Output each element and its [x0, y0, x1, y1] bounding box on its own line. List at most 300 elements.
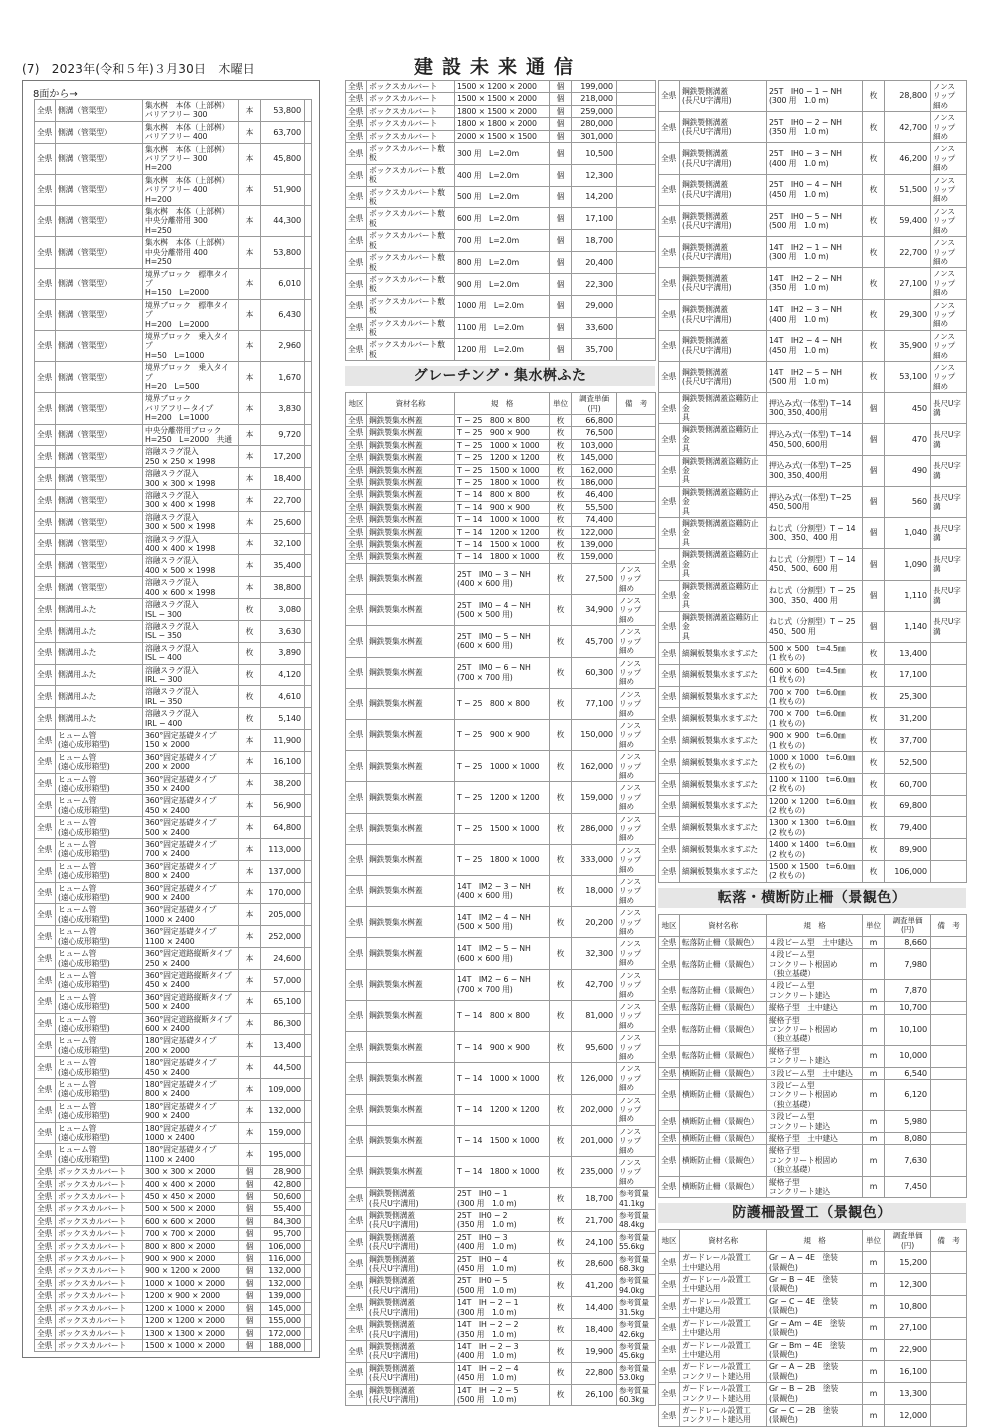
cell-unit: 枚: [863, 817, 885, 839]
cell-price: 199,000: [572, 81, 617, 93]
cell-material: 横断防止柵（景観色）: [680, 1176, 767, 1198]
cell-area: 全県: [35, 393, 56, 424]
cell-note: [305, 817, 312, 839]
cell-area: 全県: [346, 81, 367, 93]
table-row: [35, 330, 312, 361]
cell-unit: 枚: [550, 501, 572, 513]
table-row: [659, 773, 967, 795]
cell-material: ボックスカルバート敷板: [367, 230, 455, 252]
cell-spec: 180°固定基礎タイプ 200 × 2000: [143, 1035, 239, 1057]
cell-price: 24,100: [572, 1231, 617, 1253]
cell-note: [305, 1253, 312, 1265]
cell-unit: 本: [239, 1057, 261, 1079]
cell-unit: 枚: [550, 1253, 572, 1275]
cell-spec: 溶融スラグ混入 300 × 400 × 1998: [143, 490, 239, 512]
cell-material: 縞鋼板製集水ますぶた: [680, 686, 767, 708]
cell-unit: 枚: [550, 1157, 572, 1188]
cell-material: ガードレール設置工 土中建込用: [680, 1339, 767, 1361]
cell-area: 全県: [35, 1203, 56, 1215]
cell-area: 全県: [659, 486, 680, 517]
cell-note: ノンス リップ 細め: [617, 657, 656, 688]
table-row: [35, 686, 312, 708]
cell-unit: 本: [239, 237, 261, 268]
cell-spec: 溶融スラグ混入 400 × 400 × 1998: [143, 533, 239, 555]
table-row: [35, 143, 312, 174]
cell-price: 22,900: [885, 1339, 931, 1361]
cell-area: 全県: [35, 751, 56, 773]
cell-area: 全県: [659, 1383, 680, 1405]
cell-note: ノンス リップ 細め: [617, 782, 656, 813]
table-row: [35, 174, 312, 205]
cell-spec: 14T IM2 − 4 − NH (500 × 500 用): [455, 907, 550, 938]
cell-area: 全県: [346, 813, 367, 844]
cell-spec: 1500 × 1500 × 2000: [455, 93, 550, 105]
cell-unit: 本: [239, 773, 261, 795]
cell-area: 全県: [659, 1361, 680, 1383]
cell-area: 全県: [659, 393, 680, 424]
table-row: [346, 626, 656, 657]
cell-spec: 縦格子型 コンクリート建込: [767, 1176, 863, 1198]
cell-area: 全県: [35, 1191, 56, 1203]
cell-price: 35,900: [885, 330, 931, 361]
cell-price: 31,200: [885, 708, 931, 730]
table-row: [35, 1122, 312, 1144]
table-row: [659, 112, 967, 143]
cell-spec: 縦格子型 コンクリート根固め （独立基礎）: [767, 1145, 863, 1176]
cell-material: 縞鋼板製集水ますぶた: [680, 839, 767, 861]
cell-material: 鋼鉄製側溝蓋 (長尺U字溝用): [680, 330, 767, 361]
table-row: [659, 143, 967, 174]
cell-price: 77,100: [572, 688, 617, 719]
cell-spec: 300 用 L=2.0m: [455, 143, 550, 165]
table-row: [659, 1145, 967, 1176]
cell-area: 全県: [659, 730, 680, 752]
cell-material: ボックスカルバート: [56, 1166, 143, 1178]
table-row: [35, 121, 312, 143]
cell-material: 転落防止柵（景観色）: [680, 949, 767, 980]
cell-note: ノンス リップ 細め: [931, 205, 967, 236]
column-1: [22, 80, 320, 1358]
cell-note: [305, 577, 312, 599]
cell-price: 59,400: [885, 205, 931, 236]
cell-price: 132,000: [261, 1277, 305, 1289]
cell-area: 全県: [659, 1145, 680, 1176]
cell-area: 全県: [659, 1045, 680, 1067]
cell-spec: 800 用 L=2.0m: [455, 252, 550, 274]
cell-material: 鋼鉄製集水桝蓋: [367, 551, 455, 563]
cell-material: 鋼鉄製集水桝蓋: [367, 1000, 455, 1031]
cell-note: 参考質量 31.5kg: [617, 1297, 656, 1319]
price-table: [658, 1229, 967, 1426]
cell-area: 全県: [659, 330, 680, 361]
cell-material: 側溝用ふた: [56, 642, 143, 664]
cell-material: 転落防止柵（景観色）: [680, 980, 767, 1002]
cell-price: 45,800: [261, 143, 305, 174]
cell-unit: 個: [863, 393, 885, 424]
cell-unit: m: [863, 1079, 885, 1110]
cell-unit: 本: [239, 969, 261, 991]
cell-area: 全県: [346, 489, 367, 501]
cell-unit: 本: [239, 577, 261, 599]
column-header: 地区: [659, 1230, 680, 1252]
cell-spec: 360°固定基礎タイプ 150 × 2000: [143, 729, 239, 751]
column-header: 資材名称: [680, 914, 767, 936]
cell-spec: T − 14 1800 × 1000: [455, 1157, 550, 1188]
cell-material: 鋼鉄製側溝蓋盗難防止金 具: [680, 518, 767, 549]
cell-material: 縞鋼板製集水ますぶた: [680, 817, 767, 839]
cell-area: 全県: [659, 708, 680, 730]
table-row: [346, 339, 656, 361]
cell-spec: 1500 × 1200 × 2000: [455, 81, 550, 93]
cell-material: 鋼鉄製集水桝蓋: [367, 563, 455, 594]
cell-note: [931, 752, 967, 774]
cell-note: [617, 339, 656, 361]
cell-area: 全県: [35, 446, 56, 468]
cell-note: [931, 1252, 967, 1274]
cell-price: 25,300: [885, 686, 931, 708]
cell-note: [931, 1404, 967, 1426]
cell-material: ボックスカルバート: [56, 1290, 143, 1302]
cell-price: 490: [885, 455, 931, 486]
cell-material: 鋼鉄製側溝蓋盗難防止金 具: [680, 455, 767, 486]
table-row: [659, 1339, 967, 1361]
cell-note: [931, 1133, 967, 1145]
cell-note: [305, 969, 312, 991]
cell-spec: 1500 × 1000 × 2000: [143, 1339, 239, 1351]
cell-material: 鋼鉄製側溝蓋 (長尺U字溝用): [367, 1188, 455, 1210]
cell-area: 全県: [35, 424, 56, 446]
cell-spec: 縦格子型 コンクリート建込: [767, 1045, 863, 1067]
cell-area: 全県: [35, 991, 56, 1013]
cell-note: [305, 751, 312, 773]
cell-spec: ねじ式（分割型）T − 25 450、500 用: [767, 611, 863, 642]
table-row: [346, 1297, 656, 1319]
cell-area: 全県: [346, 208, 367, 230]
table-row: [35, 206, 312, 237]
cell-price: 4,610: [261, 686, 305, 708]
cell-area: 全県: [346, 143, 367, 165]
column-header: 単位: [863, 914, 885, 936]
table-row: [346, 813, 656, 844]
cell-material: 側溝（管渠型）: [56, 555, 143, 577]
cell-price: 10,800: [885, 1295, 931, 1317]
cell-price: 301,000: [572, 130, 617, 142]
cell-unit: 枚: [863, 361, 885, 392]
cell-spec: 集水桝 本体（上部桝） 中央分離帯用 300 H=250: [143, 206, 239, 237]
cell-area: 全県: [35, 969, 56, 991]
cell-spec: 180°固定基礎タイプ 800 × 2400: [143, 1078, 239, 1100]
cell-unit: 本: [239, 299, 261, 330]
cell-unit: 枚: [550, 876, 572, 907]
cell-note: [305, 1035, 312, 1057]
cell-note: [931, 1045, 967, 1067]
cell-area: 全県: [35, 926, 56, 948]
table-row: [346, 539, 656, 551]
cell-area: 全県: [346, 1063, 367, 1094]
cell-price: 13,400: [885, 642, 931, 664]
cell-material: 横断防止柵（景観色）: [680, 1145, 767, 1176]
cell-spec: 900 × 1200 × 2000: [143, 1265, 239, 1277]
cell-price: 16,100: [885, 1361, 931, 1383]
cell-note: [305, 642, 312, 664]
cell-price: 69,800: [885, 795, 931, 817]
cell-price: 18,700: [572, 230, 617, 252]
table-row: [659, 1067, 967, 1079]
cell-unit: m: [863, 1252, 885, 1274]
table-row: [346, 907, 656, 938]
cell-spec: 押込み式(一体型) T−25 450､500用: [767, 486, 863, 517]
cell-area: 全県: [659, 268, 680, 299]
cell-unit: 枚: [550, 1319, 572, 1341]
cell-price: 3,890: [261, 642, 305, 664]
cell-note: [931, 1014, 967, 1045]
cell-material: ヒューム管 (遠心成形箱型): [56, 926, 143, 948]
cell-price: 145,000: [572, 452, 617, 464]
cell-area: 全県: [35, 1290, 56, 1302]
cell-note: [931, 1079, 967, 1110]
cell-area: 全県: [346, 230, 367, 252]
cell-material: 鋼鉄製集水桝蓋: [367, 1032, 455, 1063]
cell-price: 27,100: [885, 268, 931, 299]
cell-spec: 溶融スラグ混入 400 × 500 × 1998: [143, 555, 239, 577]
cell-area: 全県: [346, 1253, 367, 1275]
table-row: [346, 273, 656, 295]
cell-area: 全県: [346, 1275, 367, 1297]
table-row: [346, 118, 656, 130]
cell-note: [305, 1327, 312, 1339]
cell-note: [617, 317, 656, 339]
cell-spec: 360°固定基礎タイプ 900 × 2400: [143, 882, 239, 904]
cell-material: ボックスカルバート敷板: [367, 252, 455, 274]
cell-unit: 本: [239, 839, 261, 861]
cell-note: ノンス リップ 細め: [931, 361, 967, 392]
cell-unit: 枚: [550, 1032, 572, 1063]
table-row: [346, 1340, 656, 1362]
cell-material: 鋼鉄製集水桝蓋: [367, 489, 455, 501]
table-row: [35, 577, 312, 599]
cell-area: 全県: [346, 1210, 367, 1232]
cell-material: ボックスカルバート敷板: [367, 339, 455, 361]
cell-price: 7,630: [885, 1145, 931, 1176]
cell-unit: 枚: [863, 664, 885, 686]
cell-note: [305, 1215, 312, 1227]
cell-spec: ３段ビーム型 コンクリート根固め （独立基礎）: [767, 1079, 863, 1110]
cell-note: [931, 686, 967, 708]
cell-area: 全県: [346, 1362, 367, 1384]
cell-unit: 枚: [863, 686, 885, 708]
cell-spec: 25T IH0 − 3 (400 用 1.0 m): [455, 1231, 550, 1253]
table-row: [659, 1002, 967, 1014]
cell-material: 側溝（管渠型）: [56, 446, 143, 468]
cell-spec: 1100 × 1100 t=6.0㎜ (2 枚もの): [767, 773, 863, 795]
cell-note: ノンス リップ 細め: [617, 1094, 656, 1125]
table-row: [35, 1339, 312, 1351]
cell-area: 全県: [35, 1013, 56, 1035]
cell-area: 全県: [35, 882, 56, 904]
cell-area: 全県: [346, 1032, 367, 1063]
cell-area: 全県: [346, 969, 367, 1000]
cell-material: 転落防止柵（景観色）: [680, 1002, 767, 1014]
table-row: [659, 580, 967, 611]
cell-material: ヒューム管 (遠心成形箱型): [56, 969, 143, 991]
cell-spec: T − 14 1800 × 1000: [455, 551, 550, 563]
cell-area: 全県: [659, 361, 680, 392]
cell-price: 41,200: [572, 1275, 617, 1297]
cell-material: 鋼鉄製側溝蓋盗難防止金 具: [680, 424, 767, 455]
table-row: [346, 1275, 656, 1297]
cell-price: 74,400: [572, 514, 617, 526]
cell-area: 全県: [659, 839, 680, 861]
cell-spec: T − 25 1000 × 1000: [455, 751, 550, 782]
cell-material: ボックスカルバート敷板: [367, 143, 455, 165]
cell-spec: 14T IM2 − 3 − NH (400 × 600 用): [455, 876, 550, 907]
cell-spec: 25T IH0 − 5 (500 用 1.0 m): [455, 1275, 550, 1297]
table-row: [346, 105, 656, 117]
cell-material: 鋼鉄製集水桝蓋: [367, 719, 455, 750]
cell-spec: 360°固定基礎タイプ 350 × 2400: [143, 773, 239, 795]
cell-note: [617, 230, 656, 252]
table-row: [35, 664, 312, 686]
cell-price: 109,000: [261, 1078, 305, 1100]
column-header: 規 格: [767, 1230, 863, 1252]
cell-unit: 本: [239, 1122, 261, 1144]
cell-note: ノンス リップ 細め: [617, 1032, 656, 1063]
cell-area: 全県: [346, 1157, 367, 1188]
cell-area: 全県: [346, 317, 367, 339]
cell-unit: 枚: [550, 1000, 572, 1031]
cell-area: 全県: [659, 112, 680, 143]
cell-note: 参考質量 42.6kg: [617, 1319, 656, 1341]
cell-unit: 個: [239, 1228, 261, 1240]
cell-material: ボックスカルバート: [56, 1339, 143, 1351]
cell-price: 29,000: [572, 295, 617, 317]
cell-price: 35,400: [261, 555, 305, 577]
cell-spec: 700 × 700 × 2000: [143, 1228, 239, 1240]
cell-spec: T − 14 900 × 900: [455, 1032, 550, 1063]
cell-material: 横断防止柵（景観色）: [680, 1079, 767, 1110]
table-row: [346, 526, 656, 538]
cell-area: 全県: [346, 439, 367, 451]
cell-material: 鋼鉄製側溝蓋 (長尺U字溝用): [680, 81, 767, 112]
cell-material: 縞鋼板製集水ますぶた: [680, 642, 767, 664]
cell-unit: 本: [239, 948, 261, 970]
table-row: [346, 317, 656, 339]
cell-price: 27,100: [885, 1317, 931, 1339]
column-header: 資材名称: [680, 1230, 767, 1252]
cell-area: 全県: [659, 424, 680, 455]
cell-spec: Gr − C − 2B 塗装 (景観色): [767, 1404, 863, 1426]
cell-material: 縞鋼板製集水ますぶた: [680, 773, 767, 795]
cell-area: 全県: [346, 938, 367, 969]
cell-unit: 枚: [239, 599, 261, 621]
cell-price: 38,200: [261, 773, 305, 795]
cell-price: 3,630: [261, 620, 305, 642]
cell-spec: ４段ビーム型 コンクリート根固め （独立基礎）: [767, 949, 863, 980]
cell-price: 186,000: [572, 477, 617, 489]
cell-unit: 本: [239, 1013, 261, 1035]
cell-price: 252,000: [261, 926, 305, 948]
cell-spec: Gr − A − 4E 塗装 (景観色): [767, 1252, 863, 1274]
table-row: [346, 1000, 656, 1031]
cell-area: 全県: [35, 1144, 56, 1166]
table-header-row: [659, 1230, 967, 1252]
cell-area: 全県: [35, 143, 56, 174]
cell-material: 横断防止柵（景観色）: [680, 1111, 767, 1133]
table-row: [659, 1404, 967, 1426]
cell-spec: 25T IH0 − 4 − NH (450 用 1.0 m): [767, 174, 863, 205]
cell-unit: 本: [239, 991, 261, 1013]
cell-price: 89,900: [885, 839, 931, 861]
cell-area: 全県: [346, 539, 367, 551]
cell-unit: 枚: [863, 174, 885, 205]
cell-price: 53,800: [261, 237, 305, 268]
cell-price: 11,900: [261, 729, 305, 751]
cell-area: 全県: [35, 1078, 56, 1100]
cell-material: 鋼鉄製集水桝蓋: [367, 501, 455, 513]
cell-price: 34,900: [572, 595, 617, 626]
cell-unit: 枚: [550, 813, 572, 844]
cell-price: 5,980: [885, 1111, 931, 1133]
table-row: [659, 730, 967, 752]
cell-note: 参考質量 94.0kg: [617, 1275, 656, 1297]
cell-note: [305, 795, 312, 817]
cell-area: 全県: [35, 237, 56, 268]
cell-material: 鋼鉄製集水桝蓋: [367, 813, 455, 844]
cell-price: 116,000: [261, 1253, 305, 1265]
cell-price: 6,010: [261, 268, 305, 299]
table-row: [346, 657, 656, 688]
column-header: 地区: [346, 393, 367, 415]
table-row: [35, 555, 312, 577]
cell-note: ノンス リップ 細め: [617, 1000, 656, 1031]
cell-unit: 個: [550, 118, 572, 130]
cell-spec: T − 25 1200 × 1200: [455, 782, 550, 813]
cell-area: 全県: [346, 414, 367, 426]
cell-price: 202,000: [572, 1094, 617, 1125]
cell-note: [931, 936, 967, 948]
cell-unit: 枚: [863, 143, 885, 174]
cell-unit: 枚: [863, 839, 885, 861]
cell-note: [305, 362, 312, 393]
cell-spec: 縦格子型 コンクリート根固め （独立基礎）: [767, 1014, 863, 1045]
cell-price: 1,040: [885, 518, 931, 549]
cell-spec: T − 14 1200 × 1200: [455, 1094, 550, 1125]
cell-unit: 枚: [550, 626, 572, 657]
cell-price: 3,830: [261, 393, 305, 424]
cell-unit: 本: [239, 1144, 261, 1166]
cell-price: 51,900: [261, 174, 305, 205]
cell-material: 側溝（管渠型）: [56, 121, 143, 143]
table-row: [35, 446, 312, 468]
cell-price: 6,430: [261, 299, 305, 330]
cell-area: 全県: [35, 1302, 56, 1314]
table-row: [35, 268, 312, 299]
cell-area: 全県: [659, 455, 680, 486]
cell-price: 37,700: [885, 730, 931, 752]
table-row: [659, 611, 967, 642]
cell-note: [305, 143, 312, 174]
cell-note: ノンス リップ 細め: [931, 237, 967, 268]
cell-spec: 境界ブロック 標準タイプ H=200 L=2000: [143, 299, 239, 330]
cell-area: 全県: [35, 620, 56, 642]
cell-spec: 180°固定基礎タイプ 1100 × 2400: [143, 1144, 239, 1166]
cell-note: [931, 980, 967, 1002]
cell-area: 全県: [659, 936, 680, 948]
cell-area: 全県: [659, 81, 680, 112]
cell-unit: m: [863, 1339, 885, 1361]
cell-area: 全県: [659, 518, 680, 549]
cell-unit: 枚: [863, 112, 885, 143]
